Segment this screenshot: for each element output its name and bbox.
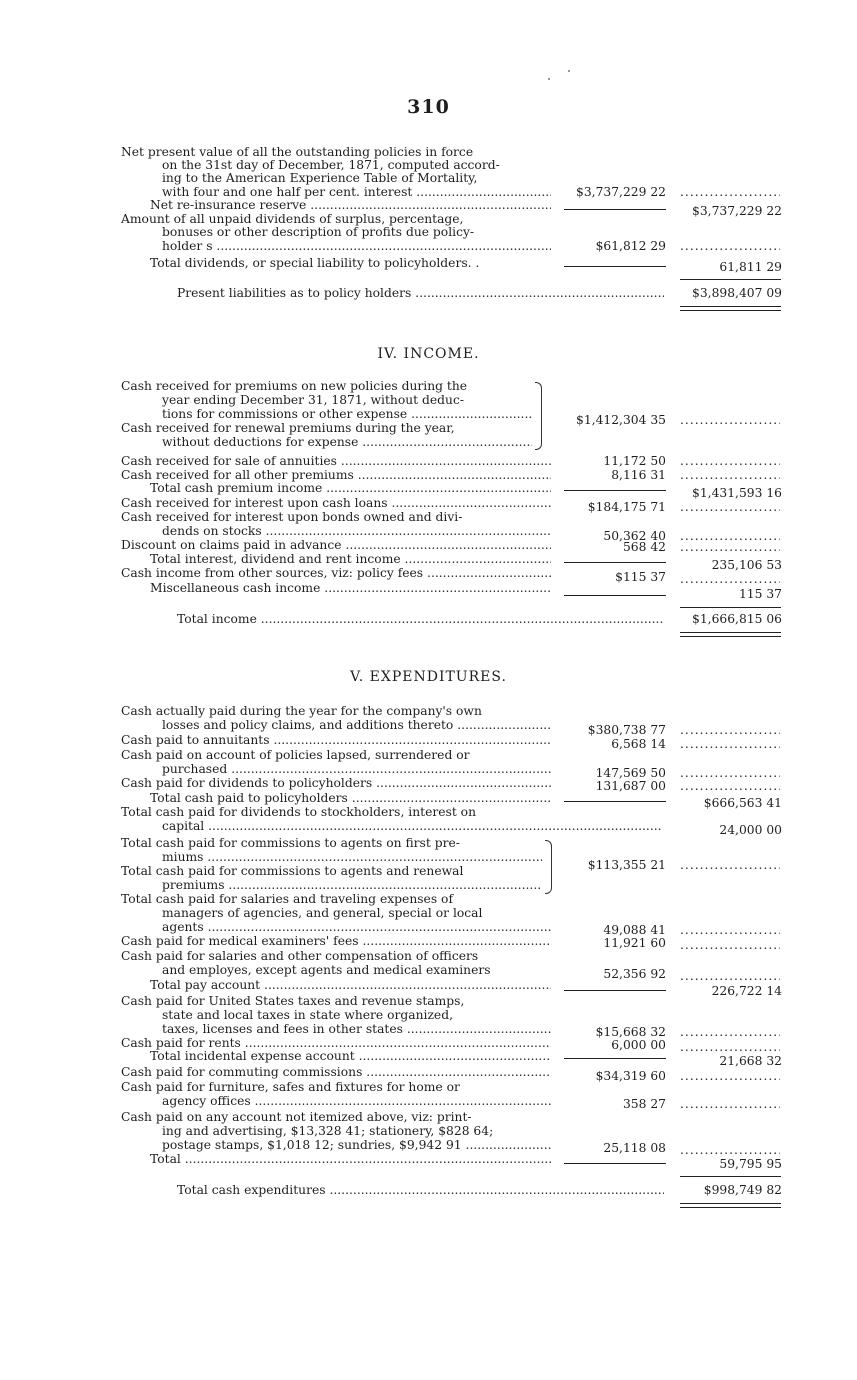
scan-speck bbox=[568, 70, 570, 72]
amount: 6,000 00 bbox=[611, 1038, 666, 1052]
amount: $184,175 71 bbox=[587, 500, 666, 514]
ledger-row bbox=[0, 525, 857, 543]
ledger-row bbox=[0, 408, 857, 427]
text-row bbox=[0, 837, 857, 850]
grand-total-amount: $1,666,815 06 bbox=[692, 612, 782, 626]
ledger-row bbox=[0, 1037, 857, 1050]
amount: 50,362 40 bbox=[603, 529, 666, 543]
text-row bbox=[0, 1009, 857, 1022]
amount: $15,668 32 bbox=[595, 1025, 666, 1039]
ledger-row bbox=[0, 719, 857, 737]
row-label: Cash received for renewal premiums during the year, bbox=[121, 422, 455, 435]
row-label: bonuses or other description of profits due policy- bbox=[162, 226, 475, 239]
text-row bbox=[0, 1125, 857, 1138]
row-label: dends on stocks ..... bbox=[162, 525, 551, 538]
double-rule bbox=[680, 310, 781, 311]
row-label: Cash paid to annuitants ..... bbox=[121, 734, 551, 747]
row-label: Miscellaneous cash income ..... bbox=[150, 582, 551, 595]
amount: $34,319 60 bbox=[595, 1069, 666, 1083]
row-label: Cash paid for commuting commissions ..... bbox=[121, 1066, 551, 1079]
amount: 358 27 bbox=[622, 1097, 666, 1111]
row-label: Cash paid for furniture, safes and fixtures for home or bbox=[121, 1081, 460, 1094]
text-row bbox=[0, 436, 857, 449]
amount: $61,812 29 bbox=[595, 239, 666, 253]
row-label: Total interest, dividend and rent income ..... bbox=[150, 553, 551, 566]
total-amount: 24,000 00 bbox=[719, 823, 782, 837]
section-heading: IV. INCOME. bbox=[377, 346, 480, 362]
total-amount: 235,106 53 bbox=[711, 558, 782, 572]
ledger-row bbox=[0, 935, 857, 948]
total-amount: $666,563 41 bbox=[703, 796, 782, 810]
row-label: Total pay account ..... bbox=[150, 979, 551, 992]
amount: $380,738 77 bbox=[587, 723, 666, 737]
section-heading: V. EXPENDITURES. bbox=[350, 669, 507, 685]
ledger-row bbox=[0, 240, 857, 253]
total-amount: $3,737,229 22 bbox=[692, 204, 782, 218]
row-label: capital ..... bbox=[162, 820, 662, 833]
ledger-row bbox=[0, 261, 857, 274]
row-label: and employes, except agents and medical examiners bbox=[162, 964, 491, 977]
total-amount: 21,668 32 bbox=[719, 1054, 782, 1068]
row-label: on the 31st day of December, 1871, computed accord- bbox=[162, 159, 500, 172]
text-row bbox=[0, 950, 857, 963]
text-row bbox=[0, 226, 857, 239]
ledger-row bbox=[0, 1184, 857, 1197]
row-label: taxes, licenses and fees in other states ..... bbox=[162, 1023, 551, 1036]
amount: 52,356 92 bbox=[603, 967, 666, 981]
text-row bbox=[0, 865, 857, 878]
dot-leader bbox=[680, 186, 780, 199]
row-label: Cash received for interest upon cash loans ..... bbox=[121, 497, 551, 510]
text-row bbox=[0, 806, 857, 819]
row-label: losses and policy claims, and additions thereto ..... bbox=[162, 719, 551, 732]
text-row bbox=[0, 394, 857, 407]
ledger-row bbox=[0, 1158, 857, 1171]
text-row bbox=[0, 172, 857, 185]
amount: 6,568 14 bbox=[611, 737, 666, 751]
text-row bbox=[0, 511, 857, 524]
row-label: agency offices ..... bbox=[162, 1095, 551, 1108]
text-row bbox=[0, 749, 857, 762]
amount: $3,737,229 22 bbox=[576, 185, 666, 199]
text-row bbox=[0, 146, 857, 159]
text-row bbox=[0, 422, 857, 435]
dot-leader bbox=[680, 240, 780, 253]
ledger-row bbox=[0, 763, 857, 780]
ledger-row bbox=[0, 734, 857, 751]
row-label: Cash paid on any account not itemized above, viz: print- bbox=[121, 1111, 472, 1124]
total-rule bbox=[680, 607, 781, 608]
total-amount: $1,431,593 16 bbox=[692, 486, 782, 500]
text-row bbox=[0, 380, 857, 393]
double-rule bbox=[680, 632, 781, 633]
row-label: premiums ..... bbox=[162, 879, 542, 892]
row-label: Total cash paid to policyholders ..... bbox=[150, 792, 551, 805]
row-label: Net re-insurance reserve ..... bbox=[150, 199, 551, 212]
row-label: Cash received for interest upon bonds owned and divi- bbox=[121, 511, 463, 524]
grand-total-amount: $3,898,407 09 bbox=[692, 286, 782, 300]
ledger-row bbox=[0, 820, 857, 837]
ledger-row bbox=[0, 964, 857, 981]
dot-leader bbox=[680, 469, 780, 482]
row-label: postage stamps, $1,018 12; sundries, $9,942 91 ..... bbox=[162, 1139, 551, 1152]
row-label: Total cash paid for commissions to agents and renewal bbox=[121, 865, 464, 878]
row-label: tions for commissions or other expense ..... bbox=[162, 408, 532, 421]
amount: 8,116 31 bbox=[611, 468, 666, 482]
text-row bbox=[0, 1111, 857, 1124]
total-amount: 226,722 14 bbox=[711, 984, 782, 998]
ledger-row bbox=[0, 1066, 857, 1083]
ledger-row bbox=[0, 1023, 857, 1039]
row-label: Cash paid for dividends to policyholders ..... bbox=[121, 777, 551, 790]
ledger-row bbox=[0, 567, 857, 584]
double-rule bbox=[680, 636, 781, 637]
row-label: managers of agencies, and general, special or local bbox=[162, 907, 483, 920]
amount: 49,088 41 bbox=[603, 923, 666, 937]
text-row bbox=[0, 893, 857, 906]
row-label: Amount of all unpaid dividends of surplus, percentage, bbox=[121, 213, 464, 226]
row-label: without deductions for expense ..... bbox=[162, 436, 532, 449]
amount: 25,118 08 bbox=[603, 1141, 666, 1155]
text-row bbox=[0, 213, 857, 226]
ledger-row bbox=[0, 186, 857, 199]
row-label: Cash paid for medical examiners' fees ..... bbox=[121, 935, 551, 948]
row-label: Total cash premium income ..... bbox=[150, 482, 551, 495]
row-label: Cash paid on account of policies lapsed, surrendered or bbox=[121, 749, 470, 762]
grouping-brace bbox=[535, 382, 542, 450]
amount: $1,412,304 35 bbox=[576, 413, 666, 427]
row-label: Total cash paid for commissions to agents on first pre- bbox=[121, 837, 460, 850]
total-amount: 61,811 29 bbox=[719, 260, 782, 274]
ledger-row bbox=[0, 1095, 857, 1111]
text-row bbox=[0, 159, 857, 172]
ledger-row bbox=[0, 455, 857, 468]
total-amount: 115 37 bbox=[738, 587, 782, 601]
double-rule bbox=[680, 306, 781, 307]
ledger-row bbox=[0, 588, 857, 601]
ledger-row bbox=[0, 469, 857, 482]
amount: $113,355 21 bbox=[587, 858, 666, 872]
row-label: agents ..... bbox=[162, 921, 551, 934]
row-label: with four and one half per cent. interest ..... bbox=[162, 186, 551, 199]
row-label: Total income ..... bbox=[177, 613, 664, 626]
text-row bbox=[0, 907, 857, 920]
double-rule bbox=[680, 1203, 781, 1204]
row-label: Total cash paid for dividends to stockholders, interest on bbox=[121, 806, 476, 819]
text-row bbox=[0, 705, 857, 718]
row-label: Total ..... bbox=[150, 1153, 551, 1166]
dot-leader bbox=[680, 1098, 780, 1111]
page-number: 310 bbox=[407, 96, 450, 118]
text-row bbox=[0, 879, 857, 892]
row-label: state and local taxes in state where organized, bbox=[162, 1009, 453, 1022]
row-label: year ending December 31, 1871, without deduc- bbox=[162, 394, 464, 407]
row-label: Total incidental expense account ..... bbox=[150, 1050, 551, 1063]
ledger-row bbox=[0, 287, 857, 300]
dot-leader bbox=[680, 455, 780, 468]
ledger-row bbox=[0, 921, 857, 937]
scan-speck bbox=[548, 78, 550, 80]
ledger-row bbox=[0, 539, 857, 552]
row-label: Total cash paid for salaries and traveling expenses of bbox=[121, 893, 454, 906]
text-row bbox=[0, 1081, 857, 1094]
row-label: Cash received for premiums on new policies during the bbox=[121, 380, 468, 393]
ledger-row bbox=[0, 613, 857, 626]
total-rule bbox=[680, 279, 781, 280]
row-label: holder s ..... bbox=[162, 240, 551, 253]
row-label: Cash actually paid during the year for the company's own bbox=[121, 705, 482, 718]
amount: $115 37 bbox=[615, 570, 666, 584]
ledger-row bbox=[0, 777, 857, 793]
row-label: Present liabilities as to policy holders ..... bbox=[177, 287, 664, 300]
text-row bbox=[0, 995, 857, 1008]
row-label: ing to the American Experience Table of Mortality, bbox=[162, 172, 478, 185]
amount: 11,172 50 bbox=[603, 454, 666, 468]
grouping-brace bbox=[545, 840, 552, 894]
amount: 131,687 00 bbox=[595, 779, 666, 793]
row-label: purchased ..... bbox=[162, 763, 551, 776]
row-label: Cash received for sale of annuities ..... bbox=[121, 455, 551, 468]
amount: 568 42 bbox=[622, 540, 666, 554]
row-label: Discount on claims paid in advance ..... bbox=[121, 539, 551, 552]
row-label: Net present value of all the outstanding policies in force bbox=[121, 146, 474, 159]
row-label: Total cash expenditures ..... bbox=[177, 1184, 664, 1197]
row-label: Cash received for all other premiums ..... bbox=[121, 469, 551, 482]
row-label: Cash income from other sources, viz: policy fees ..... bbox=[121, 567, 551, 580]
double-rule bbox=[680, 1207, 781, 1208]
row-label: Cash paid for rents ..... bbox=[121, 1037, 551, 1050]
ledger-row bbox=[0, 1139, 857, 1155]
row-label: Cash paid for salaries and other compensation of officers bbox=[121, 950, 479, 963]
amount: 11,921 60 bbox=[603, 936, 666, 950]
total-amount: 59,795 95 bbox=[719, 1157, 782, 1171]
ledger-row bbox=[0, 497, 857, 514]
amount: 147,569 50 bbox=[595, 766, 666, 780]
row-label: Cash paid for United States taxes and revenue stamps, bbox=[121, 995, 465, 1008]
row-label: miums ..... bbox=[162, 851, 542, 864]
grand-total-amount: $998,749 82 bbox=[703, 1183, 782, 1197]
row-label: Total dividends, or special liability to policyholders. . bbox=[150, 257, 480, 270]
row-label: ing and advertising, $13,328 41; stationery, $828 64; bbox=[162, 1125, 494, 1138]
total-rule bbox=[680, 1176, 781, 1177]
